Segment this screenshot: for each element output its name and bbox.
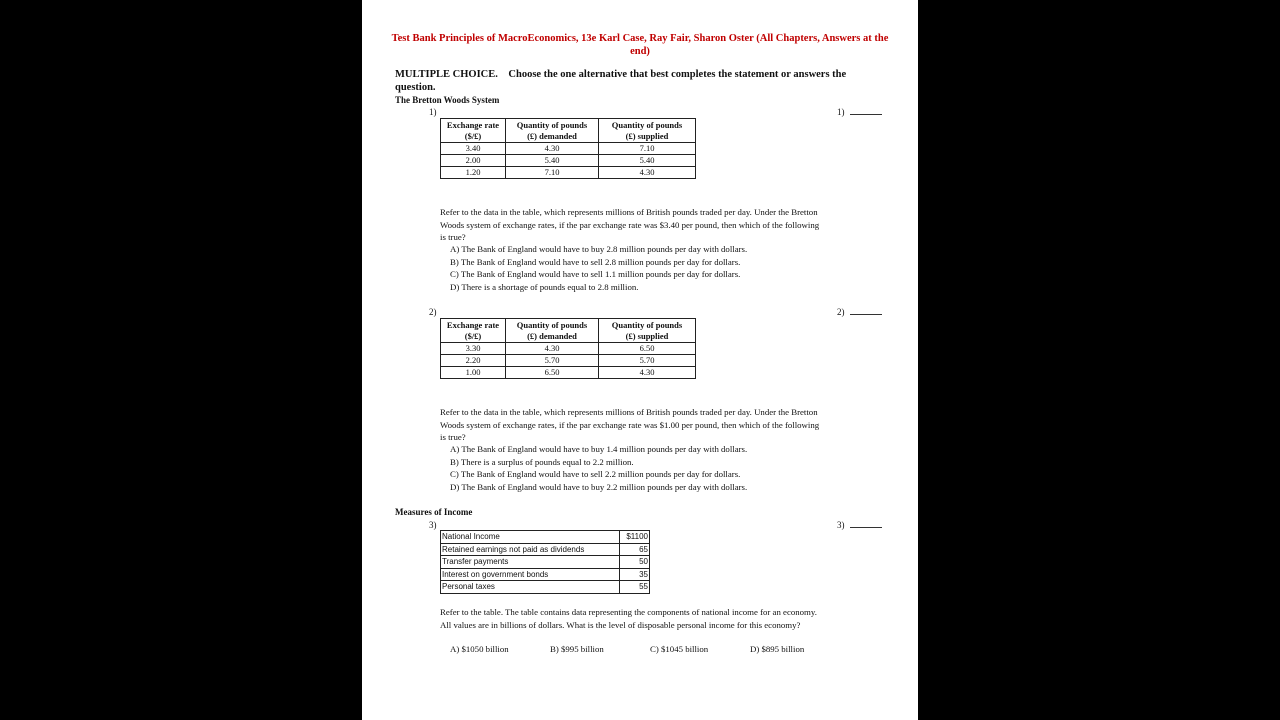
table-cell: 6.50: [599, 343, 696, 355]
heading-bold: MULTIPLE CHOICE.: [395, 69, 498, 80]
table-row: [441, 556, 650, 569]
table-cell-value: 35: [620, 568, 650, 581]
table-row: [441, 543, 650, 556]
table-row: [441, 155, 696, 167]
section-bretton-woods: The Bretton Woods System: [395, 95, 500, 105]
table-header-row: [441, 119, 696, 143]
choice-b: B) The Bank of England would have to sell 2.8 million pounds per day for dollars.: [450, 256, 741, 267]
answer-line-2-label: 2): [837, 307, 845, 317]
table-cell: 2.20: [441, 355, 506, 367]
table-header: Quantity of pounds (£) demanded: [506, 319, 599, 343]
table-cell: 4.30: [599, 367, 696, 379]
table-cell: 7.10: [506, 167, 599, 179]
choice-b: B) There is a surplus of pounds equal to 2.2 million.: [450, 456, 634, 467]
table-cell-label: Interest on government bonds: [441, 568, 620, 581]
choice-c: C) $1045 billion: [650, 644, 709, 654]
table-cell: 7.10: [599, 143, 696, 155]
table-cell: 5.40: [599, 155, 696, 167]
question-2-table: [440, 318, 696, 379]
table-header: Quantity of pounds (£) demanded: [506, 119, 599, 143]
answer-line-1: [837, 107, 882, 118]
choice-d: D) The Bank of England would have to buy 2.2 million pounds per day with dollars.: [450, 481, 748, 492]
table-row: [441, 367, 696, 379]
choice-d: D) There is a shortage of pounds equal to 2.8 million.: [450, 281, 639, 292]
document-title: Test Bank Principles of MacroEconomics, 13e Karl Case, Ray Fair, Sharon Oster (All Chapters, Answers at the end): [391, 33, 889, 57]
answer-blank-3: [850, 520, 882, 528]
table-header: Quantity of pounds (£) supplied: [599, 319, 696, 343]
table-cell-value: 65: [620, 543, 650, 556]
table-cell: 5.70: [599, 355, 696, 367]
answer-line-2: [837, 307, 882, 318]
table-cell-label: Transfer payments: [441, 556, 620, 569]
table-header-row: [441, 319, 696, 343]
section-measures-of-income: Measures of Income: [395, 507, 473, 517]
table-header: Exchange rate ($/£): [441, 119, 506, 143]
choice-c: C) The Bank of England would have to sell 2.2 million pounds per day for dollars.: [450, 469, 741, 480]
table-cell: 4.30: [506, 143, 599, 155]
table-row: [441, 355, 696, 367]
table-row: [441, 568, 650, 581]
table-row: [441, 143, 696, 155]
table-cell: 2.00: [441, 155, 506, 167]
answer-line-1-label: 1): [837, 107, 845, 117]
choice-a: A) The Bank of England would have to buy 2.8 million pounds per day with dollars.: [450, 244, 748, 254]
choice-d: D) $895 billion: [750, 644, 805, 654]
answer-blank-2: [850, 307, 882, 315]
table-cell: 1.00: [441, 367, 506, 379]
table-cell: 3.40: [441, 143, 506, 155]
question-2-stem: Refer to the data in the table, which represents millions of British pounds traded per day. Under the Bretton Woods system of exchange rates, if the par exchange rate was $1.00 per pound, then which of the following is true?: [440, 407, 820, 442]
answer-line-3-label: 3): [837, 520, 845, 530]
table-cell: 3.30: [441, 343, 506, 355]
table-cell: 4.30: [506, 343, 599, 355]
table-cell-label: Retained earnings not paid as dividends: [441, 543, 620, 556]
table-cell-value: 55: [620, 581, 650, 594]
answer-blank-1: [850, 107, 882, 115]
question-1-choices: [450, 243, 747, 293]
table-cell-value: 50: [620, 556, 650, 569]
choice-a: A) The Bank of England would have to buy 1.4 million pounds per day with dollars.: [450, 444, 748, 454]
choice-b: B) $995 billion: [550, 644, 604, 654]
multiple-choice-heading: [395, 69, 875, 94]
table-row: [441, 167, 696, 179]
choice-c: C) The Bank of England would have to sell 1.1 million pounds per day for dollars.: [450, 269, 741, 280]
table-cell: 6.50: [506, 367, 599, 379]
table-cell: 5.40: [506, 155, 599, 167]
question-1-table: [440, 118, 696, 179]
question-2-number: 2): [429, 307, 437, 317]
question-1-stem: Refer to the data in the table, which represents millions of British pounds traded per day. Under the Bretton Woods system of exchange rates, if the par exchange rate was $3.40 per pound, then which of the following is true?: [440, 207, 820, 242]
table-cell-value: $1100: [620, 531, 650, 544]
heading-instructions: Choose the one alternative that best completes the statement or answers the question.: [395, 69, 847, 93]
question-3-table: [440, 530, 650, 594]
document-page: [362, 0, 918, 720]
table-cell: 4.30: [599, 167, 696, 179]
table-row: [441, 581, 650, 594]
choice-a: A) $1050 billion: [450, 644, 509, 654]
table-cell: 5.70: [506, 355, 599, 367]
table-header: Quantity of pounds (£) supplied: [599, 119, 696, 143]
table-cell-label: National Income: [441, 531, 620, 544]
table-cell-label: Personal taxes: [441, 581, 620, 594]
question-3-stem: Refer to the table. The table contains data representing the components of national income for an economy. All values are in billions of dollars. What is the level of disposable personal income for this economy?: [440, 607, 817, 630]
question-3-number: 3): [429, 520, 437, 530]
answer-line-3: [837, 520, 882, 531]
question-2-choices: [450, 443, 747, 493]
table-cell: 1.20: [441, 167, 506, 179]
table-row: [441, 343, 696, 355]
table-header: Exchange rate ($/£): [441, 319, 506, 343]
question-1-number: 1): [429, 107, 437, 117]
table-row: [441, 531, 650, 544]
